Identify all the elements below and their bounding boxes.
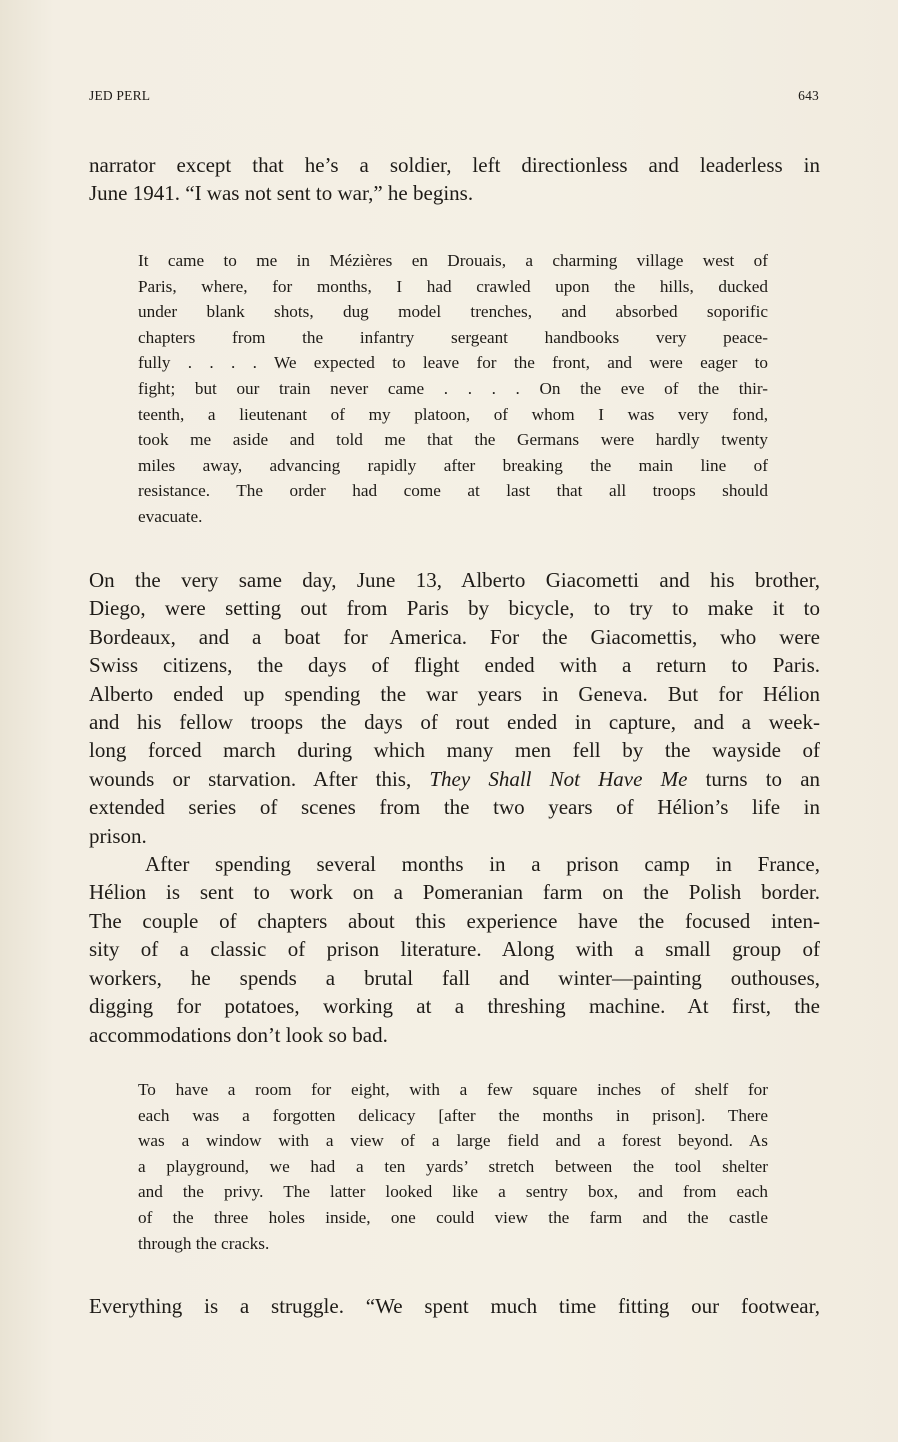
quote-line: It came to me in Mézières en Drouais, a charming village west of <box>138 251 768 270</box>
text-line: Swiss citizens, the days of flight ended with a return to Paris. <box>89 653 820 678</box>
quote-line: To have a room for eight, with a few square inches of shelf for <box>138 1080 768 1099</box>
text-line: Alberto ended up spending the war years in Geneva. But for Hélion <box>89 681 820 706</box>
text-line: workers, he spends a brutal fall and winter—painting outhouses, <box>89 965 820 990</box>
text-line: accommodations don’t look so bad. <box>89 1022 388 1047</box>
paragraph-1 <box>89 151 820 208</box>
quote-line: fight; but our train never came . . . . On the eve of the thir- <box>138 378 768 398</box>
text-line: narrator except that he’s a soldier, left directionless and leaderless in <box>89 153 820 177</box>
text-line: After spending several months in a prison camp in France, <box>145 852 820 877</box>
text-line: sity of a classic of prison literature. Along with a small group of <box>89 937 820 962</box>
text-line: digging for potatoes, working at a threshing machine. At first, the <box>89 994 820 1019</box>
quote-line: miles away, advancing rapidly after breaking the main line of <box>138 455 768 475</box>
block-quote-1 <box>138 248 768 530</box>
text-line: Everything is a struggle. “We spent much time fitting our footwear, <box>89 1294 820 1318</box>
quote-line: took me aside and told me that the Germans were hardly twenty <box>138 430 768 450</box>
text-line: and his fellow troops the days of rout ended in capture, and a week- <box>89 710 820 735</box>
quote-line: through the cracks. <box>138 1233 270 1253</box>
text-line: Bordeaux, and a boat for America. For the Giacomettis, who were <box>89 624 820 649</box>
quote-line: fully . . . . We expected to leave for the front, and were eager to <box>138 353 768 373</box>
page-number: 643 <box>798 88 819 103</box>
text-line: The couple of chapters about this experience have the focused inten- <box>89 908 820 933</box>
quote-line: chapters from the infantry sergeant handbooks very peace- <box>138 327 768 347</box>
quote-line: of the three holes inside, one could view the farm and the castle <box>138 1207 768 1227</box>
quote-line: and the privy. The latter looked like a sentry box, and from each <box>138 1182 768 1202</box>
quote-line: Paris, where, for months, I had crawled upon the hills, ducked <box>138 276 768 296</box>
text-line: June 1941. “I was not sent to war,” he begins. <box>89 181 474 206</box>
text-line: On the very same day, June 13, Alberto Giacometti and his brother, <box>89 568 820 592</box>
text-line: extended series of scenes from the two years of Hélion’s life in <box>89 795 820 820</box>
running-head-author: JED PERL <box>89 88 151 103</box>
quote-line: was a window with a view of a large field and a forest beyond. As <box>138 1131 768 1151</box>
running-head <box>89 88 819 108</box>
quote-line: a playground, we had a ten yards’ stretch between the tool shelter <box>138 1156 768 1176</box>
quote-line: teenth, a lieutenant of my platoon, of whom I was very fond, <box>138 404 768 424</box>
quote-line: evacuate. <box>138 506 203 526</box>
text-line: long forced march during which many men fell by the wayside of <box>89 738 820 763</box>
paragraph-4 <box>89 1292 820 1320</box>
text-line-with-title <box>89 765 820 793</box>
book-title: They Shall Not Have Me <box>429 766 688 791</box>
paragraph-2-and-3 <box>89 566 820 1049</box>
text-line: prison. <box>89 823 147 848</box>
text-line: Diego, were setting out from Paris by bicycle, to try to make it to <box>89 596 820 621</box>
block-quote-2 <box>138 1077 768 1256</box>
quote-line: under blank shots, dug model trenches, and absorbed soporific <box>138 302 768 322</box>
text-segment: wounds or starvation. After this, <box>89 766 412 791</box>
text-line: Hélion is sent to work on a Pomeranian farm on the Polish border. <box>89 880 820 905</box>
quote-line: resistance. The order had come at last that all troops should <box>138 481 768 501</box>
quote-line: each was a forgotten delicacy [after the months in prison]. There <box>138 1105 768 1125</box>
text-segment: turns to an <box>705 766 821 791</box>
